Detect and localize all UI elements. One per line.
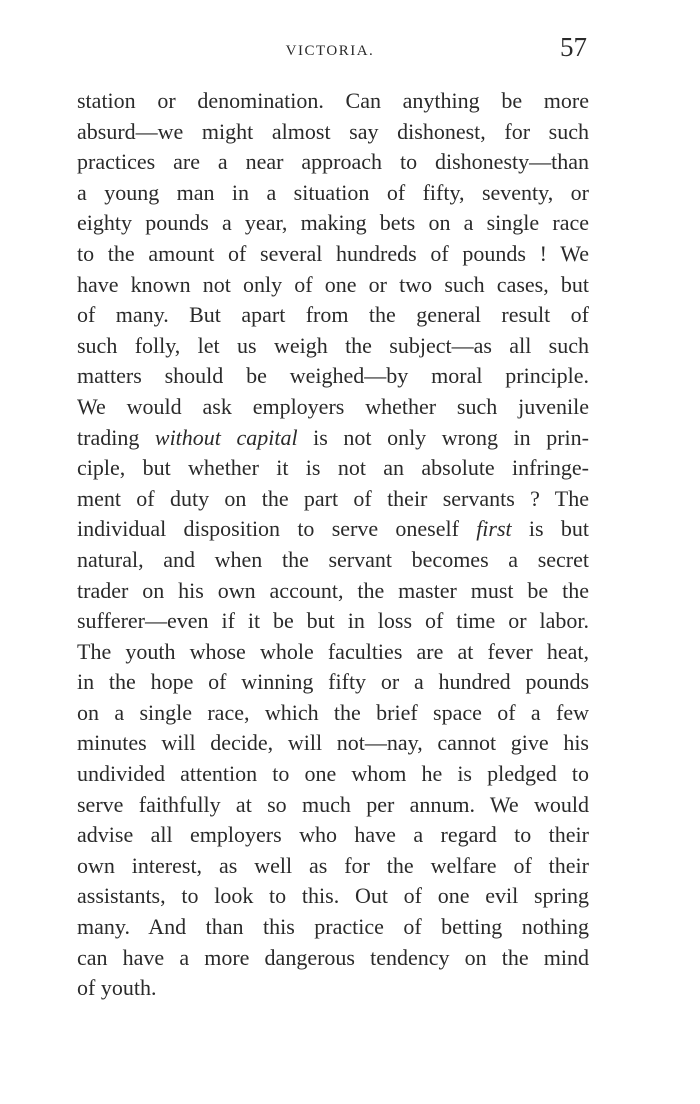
text-line: on a single race, which the brief space of a few [77,699,589,725]
italic-emphasis: first [476,516,512,542]
page-number: 57 [560,32,587,62]
body-paragraph [77,86,589,1004]
text-line: serve faithfully at so much per annum. We would [77,791,589,817]
text-line [77,514,589,545]
text-line: many. And than this practice of betting nothing [77,914,589,940]
text-line: trader on his own account, the master must be the [77,577,589,603]
text-line: in the hope of winning fifty or a hundred pounds [77,669,589,695]
text-run: trading [77,424,155,450]
italic-emphasis: without capital [154,424,298,450]
text-line: assistants, to look to this. Out of one evil spring [77,883,589,909]
text-run: is but [511,516,589,542]
text-line: to the amount of several hundreds of pounds ! We [77,240,589,266]
text-line: The youth whose whole faculties are at fever heat, [77,638,589,664]
text-line: own interest, as well as for the welfare of their [77,852,589,878]
text-line: such folly, let us weigh the subject—as all such [77,332,589,358]
text-line: We would ask employers whether such juvenile [77,393,589,419]
text-run: is not only wrong in prin- [297,424,589,450]
text-line: sufferer—even if it be but in loss of time or labor. [77,608,589,634]
text-line: have known not only of one or two such cases, but [77,271,589,297]
text-line: natural, and when the servant becomes a secret [77,546,589,572]
text-line: of many. But apart from the general result of [77,302,589,328]
text-line: minutes will decide, will not—nay, cannot give his [77,730,589,756]
text-line: station or denomination. Can anything be more [77,88,589,113]
text-line: ciple, but whether it is not an absolute infringe- [77,455,589,481]
text-line [77,423,589,454]
text-line: absurd—we might almost say dishonest, for such [77,118,589,144]
text-line: ment of duty on the part of their servants ? The [77,485,589,511]
running-title: VICTORIA. [285,43,375,59]
text-line: can have a more dangerous tendency on the mind [77,944,589,970]
text-line: a young man in a situation of fifty, seventy, or [77,179,589,205]
text-run: individual disposition to serve oneself [77,516,477,542]
text-line: undivided attention to one whom he is pledged to [77,761,589,787]
text-line: matters should be weighed—by moral principle. [77,363,589,389]
text-line: of youth. [77,975,157,1001]
text-line: advise all employers who have a regard to their [77,822,589,848]
text-line: practices are a near approach to dishonesty—than [77,149,589,175]
text-line: eighty pounds a year, making bets on a single race [77,210,589,236]
